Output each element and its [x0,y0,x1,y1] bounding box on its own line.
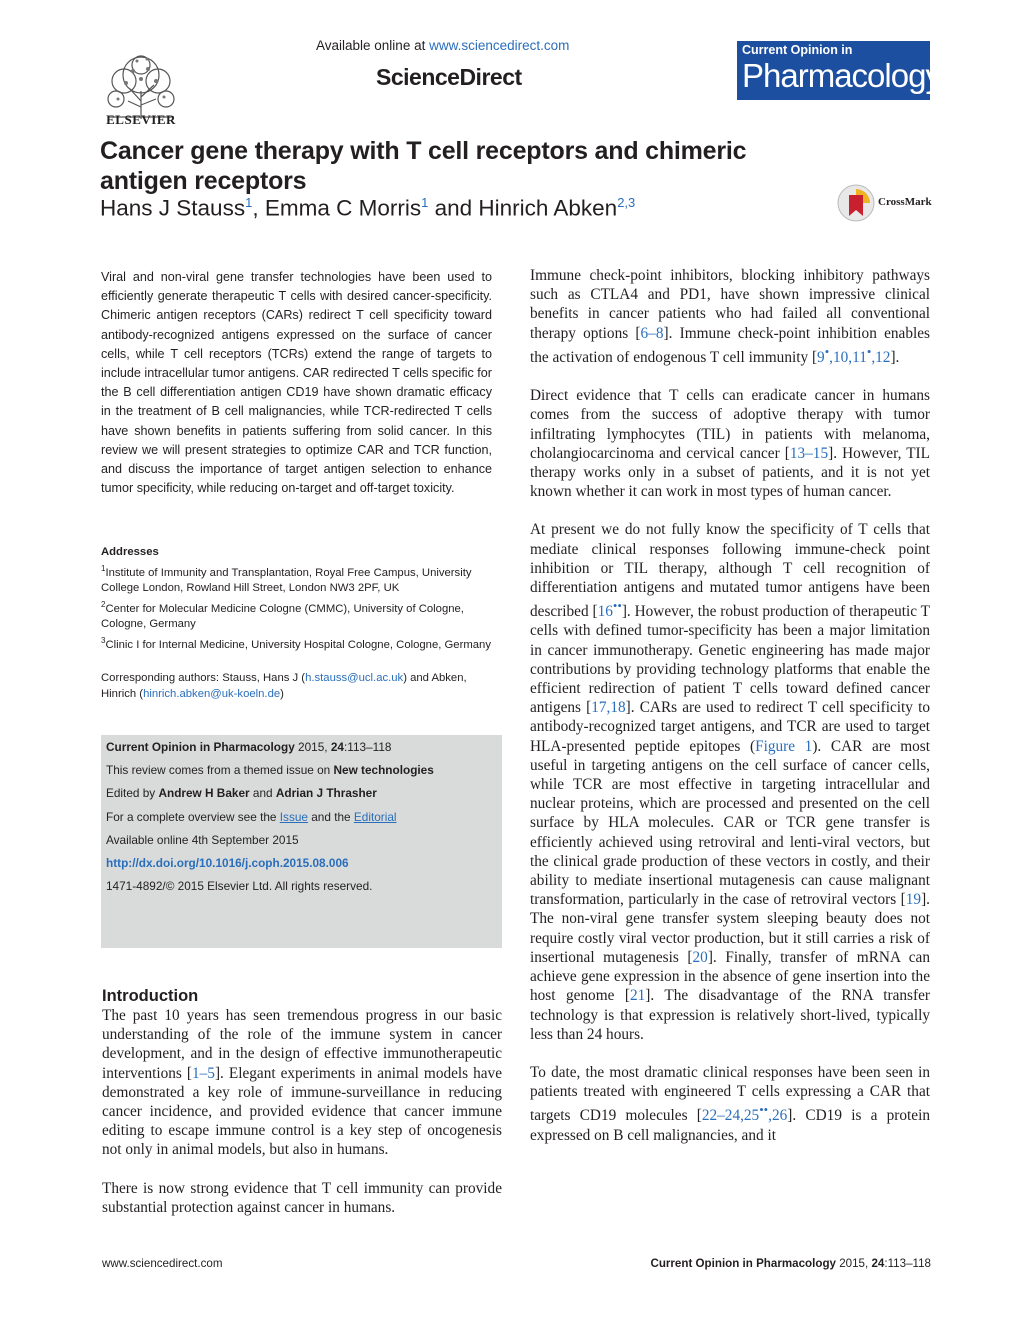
sciencedirect-link[interactable]: www.sciencedirect.com [429,38,570,53]
introduction-body [102,1006,502,1237]
article-title: Cancer gene therapy with T cell receptors and chimeric antigen receptors [100,137,747,195]
citation-link[interactable]: 22–24,25••,26 [701,1103,788,1125]
paragraph: Immune check-point inhibitors, blocking inhibitory pathways such as CTLA4 and PD1, have shown impressive clinical benefits in cancer patients who had failed all conventional therapy options [6–8]. Immune check-point inhibition enables the activation of endogenous T cell immunity [9•,10,11•,12]. [530,267,930,366]
addresses-heading: Addresses [101,546,159,558]
author-list: Hans J Stauss$^1$, Emma C Morris$^1$ and Hinrich Abken$^{2,3}$ [100,195,636,221]
paragraph: Direct evidence that T cells can eradicate cancer in humans comes from the success of adoptive therapy with tumor infiltrating lymphocytes (TIL) in patients with melanoma, cholangiocarcinoma and cervical cancer [13–15]. However, TIL therapy works only in a subset of patients, and it is not yet known whether it can work in most types of human cancer. [530,387,930,501]
address-item: $^3$Clinic I for Internal Medicine, University Hospital Cologne, Cologne, Germany [101,636,491,651]
citation-link[interactable]: 16•• [597,599,622,621]
email-link[interactable]: hinrich.abken@uk-koeln.de [143,687,281,700]
journal-banner-top: Current Opinion in [742,43,853,57]
journal-banner[interactable] [737,41,941,100]
citation-link[interactable]: 19 [905,891,922,909]
issue-link[interactable]: Issue [279,810,308,824]
journal-banner-main: Pharmacology [742,57,941,94]
footer-citation: Current Opinion in Pharmacology 2015, 24:113–118 [650,1257,931,1270]
right-column-body [530,266,930,1164]
addresses [101,545,501,654]
author-name: Hans J Stauss [100,195,246,221]
paragraph: There is now strong evidence that T cell immunity can provide substantial protection against cancer in humans. [102,1180,502,1217]
paragraph: At present we do not fully know the specificity of T cells that mediate clinical responses following immune-check point inhibition or TIL therapy, although T cell recognition of differentiation antigens and mutated tumor antigens have been described [16••]. However, the robust production of therapeutic T cells with defined tumor-specificity has been a major limitation in cancer immunotherapy. Genetic engineering has made major contributions by providing technology platforms that enable the efficient redirection of patient T cells toward defined cancer antigens [17,18]. CARs are used to redirect T cell specificity to antibody-recognized target antigens, and TCR are used to target HLA-presented peptide epitopes (Figure 1). CAR are most useful in targeting antigens on the cell surface of cancer cells, while TCR are most effective in targeting intracellular and nuclear proteins, which are processed and presented on the cell surface by HLA molecules. CAR or TCR gene transfer is efficiently achieved using retroviral and lenti-viral vectors, but the clinical grade production of these vectors in costly, and their ability to mediate insertional mutagenesis can cause malignant transformation, particularly in the case of retroviral vectors [19]. The non-viral gene transfer system sleeping beauty does not require costly viral vector production, but it still carries a risk of insertional mutagenesis [20]. Finally, transfer of mRNA can achieve gene expression in the absence of gene insertion into the host genome [21]. The disadvantage of the RNA transfer technology is that expression is relatively short-lived, typically less than 24 hours. [530,521,930,1043]
crossmark-icon [836,183,876,223]
paragraph: To date, the most dramatic clinical responses have been seen in patients treated with engineered T cells expressing a CAR that targets CD19 molecules [22–24,25••,26]. CD19 is a protein expressed on B cell malignancies, and it [530,1063,930,1144]
address-item: $^1$Institute of Immunity and Transplantation, Royal Free Campus, University College London, Rowland Hill Street, London NW3 2PF, UK [101,563,472,595]
citation-line: Current Opinion in Pharmacology 2015, 24:113–118 [106,740,392,754]
doi-line [106,856,349,870]
citation-link[interactable]: 20 [692,948,708,966]
citation-link[interactable]: 1–5 [191,1064,215,1082]
corresponding-authors: Corresponding authors: Stauss, Hans J (h.stauss@ucl.ac.uk) and Abken, Hinrich (hinrich.abken@uk-koeln.de) [101,672,467,700]
doi-link[interactable]: http://dx.doi.org/10.1016/j.coph.2015.08.006 [106,856,349,870]
crossmark-label: CrossMark [878,196,932,208]
article-info-box [101,735,502,948]
editorial-link[interactable]: Editorial [353,810,397,824]
sciencedirect-brand: ScienceDirect [376,64,522,90]
citation-link[interactable]: 6–8 [640,324,664,342]
available-date: Available online 4th September 2015 [106,833,299,847]
publisher-name: ELSEVIER [106,112,176,127]
citation-link[interactable]: 21 [629,987,646,1005]
editors-line: Edited by Andrew H Baker and Adrian J Thrasher [106,786,377,800]
footer-website: www.sciencedirect.com [102,1257,223,1270]
themed-issue-line: This review comes from a themed issue on New technologies [106,763,434,777]
paragraph: The past 10 years has seen tremendous progress in our basic understanding of the role of the immune system in cancer development, and in the design of effective immunotherapeutic interventions [1–5]. Elegant experiments in animal models have demonstrated a key role of immune-surveillance in reducing cancer incidence, and provided evidence that cancer immune editing to escape immune control is a key step of oncogenesis not only in animal models, but also in humans. [102,1007,502,1159]
author-affiliation: 2,3 [617,195,636,210]
introduction-heading: Introduction [102,987,199,1005]
email-link[interactable]: h.stauss@ucl.ac.uk [305,672,404,684]
author-affiliation: 1 [245,195,253,210]
citation-link[interactable]: 9•,10,11•,12 [817,344,891,366]
available-online: Available online at www.sciencedirect.com [316,38,570,53]
address-item: $^2$Center for Molecular Medicine Cologne (CMMC), University of Cologne, Cologne, Germany [101,599,464,631]
citation-link[interactable]: 17,18 [591,699,626,717]
crossmark-badge[interactable] [836,183,936,223]
figure-link[interactable]: Figure 1 [755,737,813,755]
author-name: Hinrich Abken [478,195,618,221]
author-name: Emma C Morris [264,195,422,221]
abstract: Viral and non-viral gene transfer technologies have been used to efficiently generate therapeutic T cells with desired cancer-specificity. Chimeric antigen receptors (CARs) redirect T cell specificity toward antibody-recognized antigens expressed on the surface of cancer cells, while T cell receptors (TCRs) extend the range of targets to include intracellular tumor antigens. CAR redirected T cells specific for the B cell differentiation antigen CD19 have shown dramatic efficacy in the treatment of B cell malignancies, while TCR-redirected T cells have shown benefits in patients suffering from solid cancer. In this review we will present strategies to optimize CAR and TCR function, and discuss the importance of target antigen selection to enhance tumor specificity, while reducing on-target and off-target toxicity. [101,270,492,496]
overview-line: For a complete overview see the Issue and the Editorial [106,810,397,824]
copyright-line: 1471-4892/© 2015 Elsevier Ltd. All rights reserved. [106,879,373,893]
author-affiliation: 1 [421,195,429,210]
citation-link[interactable]: 13–15 [789,444,829,462]
